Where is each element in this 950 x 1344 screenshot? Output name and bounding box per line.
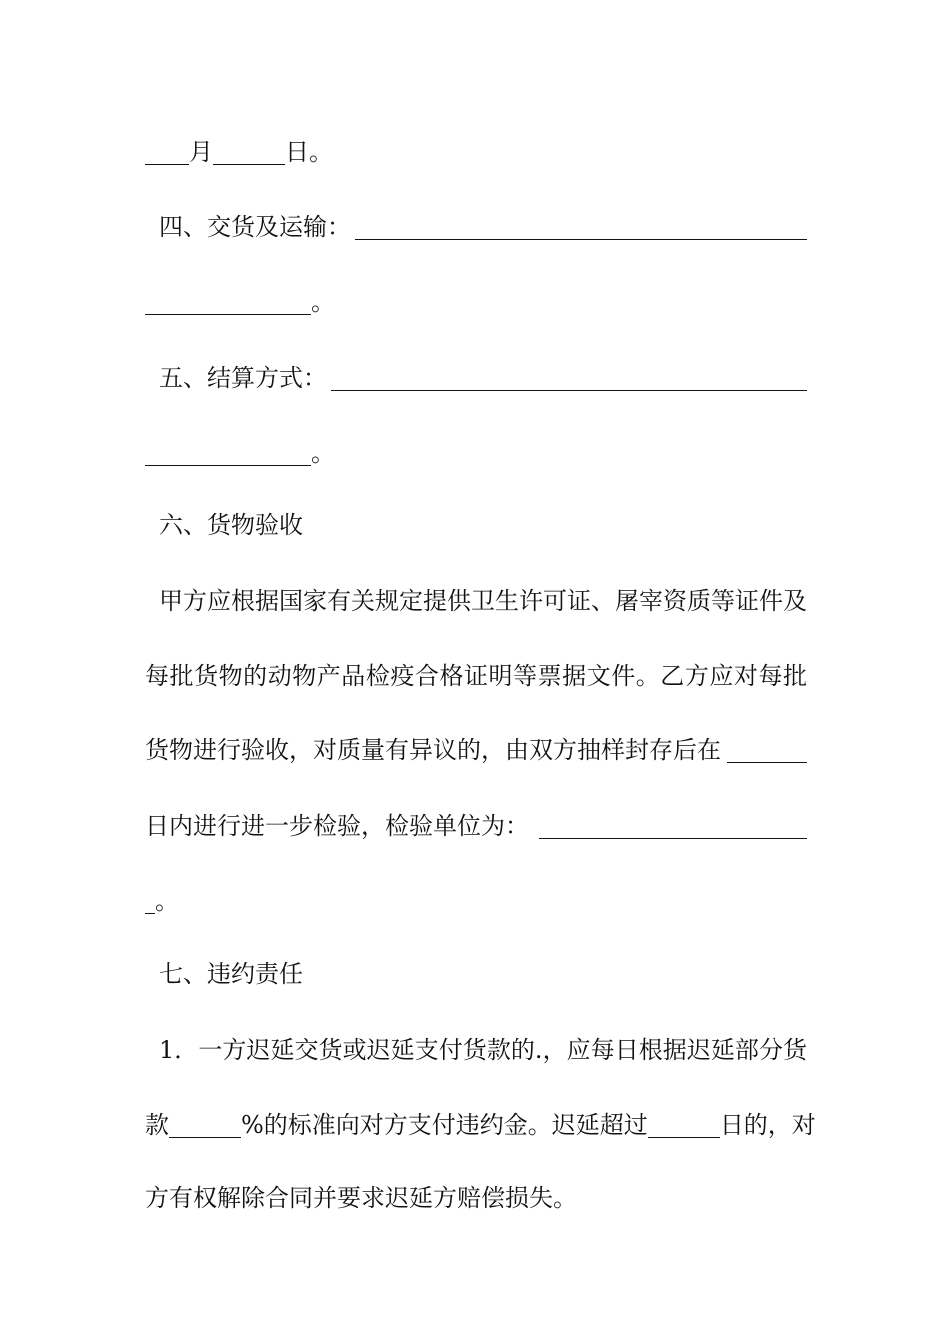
- item-1-text-c: 日的，对: [719, 1111, 816, 1139]
- section-4-heading: 四、交货及运输：: [159, 213, 351, 241]
- section-4-continuation: [145, 284, 807, 320]
- section-5-end: 。: [311, 439, 335, 467]
- section-7-heading: 七、违约责任: [159, 960, 303, 988]
- section-5-continuation: [145, 435, 807, 471]
- penalty-rate-blank: [169, 1110, 241, 1138]
- item-1-text-a: 款: [145, 1111, 169, 1139]
- section-5-heading: 五、结算方式：: [159, 364, 327, 392]
- section-6-para-line-5: [145, 883, 807, 919]
- inspection-unit-blank: [539, 811, 807, 839]
- delay-days-blank: [648, 1110, 720, 1138]
- section-4-blank-2: [145, 287, 311, 315]
- section-6-heading: 六、货物验收: [159, 511, 303, 539]
- month-label: 月: [189, 138, 213, 166]
- section-6-para-line-1: 甲方应根据国家有关规定提供卫生许可证、屠宰资质等证件及: [159, 587, 807, 615]
- section-7-item-1-line-3: 方有权解除合同并要求迟延方赔偿损失。: [145, 1184, 577, 1212]
- day-blank: [213, 137, 285, 165]
- section-5-blank-2: [145, 438, 311, 466]
- item-1-text-b: %的标准向对方支付违约金。迟延超过: [241, 1111, 648, 1139]
- section-4-line: [159, 209, 807, 245]
- inspection-days-blank: [727, 735, 807, 763]
- date-line: [145, 134, 807, 170]
- section-6-para-line-4: [145, 808, 807, 844]
- section-6-line-3-text: 货物进行验收，对质量有异议的，由双方抽样封存后在: [145, 736, 721, 764]
- section-5-line: [159, 360, 807, 396]
- inspection-unit-blank-2: [145, 886, 155, 914]
- section-6-end: 。: [155, 887, 179, 915]
- section-7-item-1-line-2: [145, 1107, 816, 1143]
- section-6-para-line-3: [145, 732, 807, 768]
- section-6-para-line-2: 每批货物的动物产品检疫合格证明等票据文件。乙方应对每批: [145, 662, 807, 690]
- section-4-end: 。: [311, 288, 335, 316]
- section-5-blank: [331, 363, 807, 391]
- day-label: 日。: [285, 138, 333, 166]
- month-blank: [145, 137, 189, 165]
- section-7-item-1-line-1: 1．一方迟延交货或迟延支付货款的.，应每日根据迟延部分货: [159, 1036, 807, 1064]
- section-4-blank: [355, 212, 807, 240]
- section-6-line-4-text: 日内进行进一步检验，检验单位为：: [145, 812, 529, 840]
